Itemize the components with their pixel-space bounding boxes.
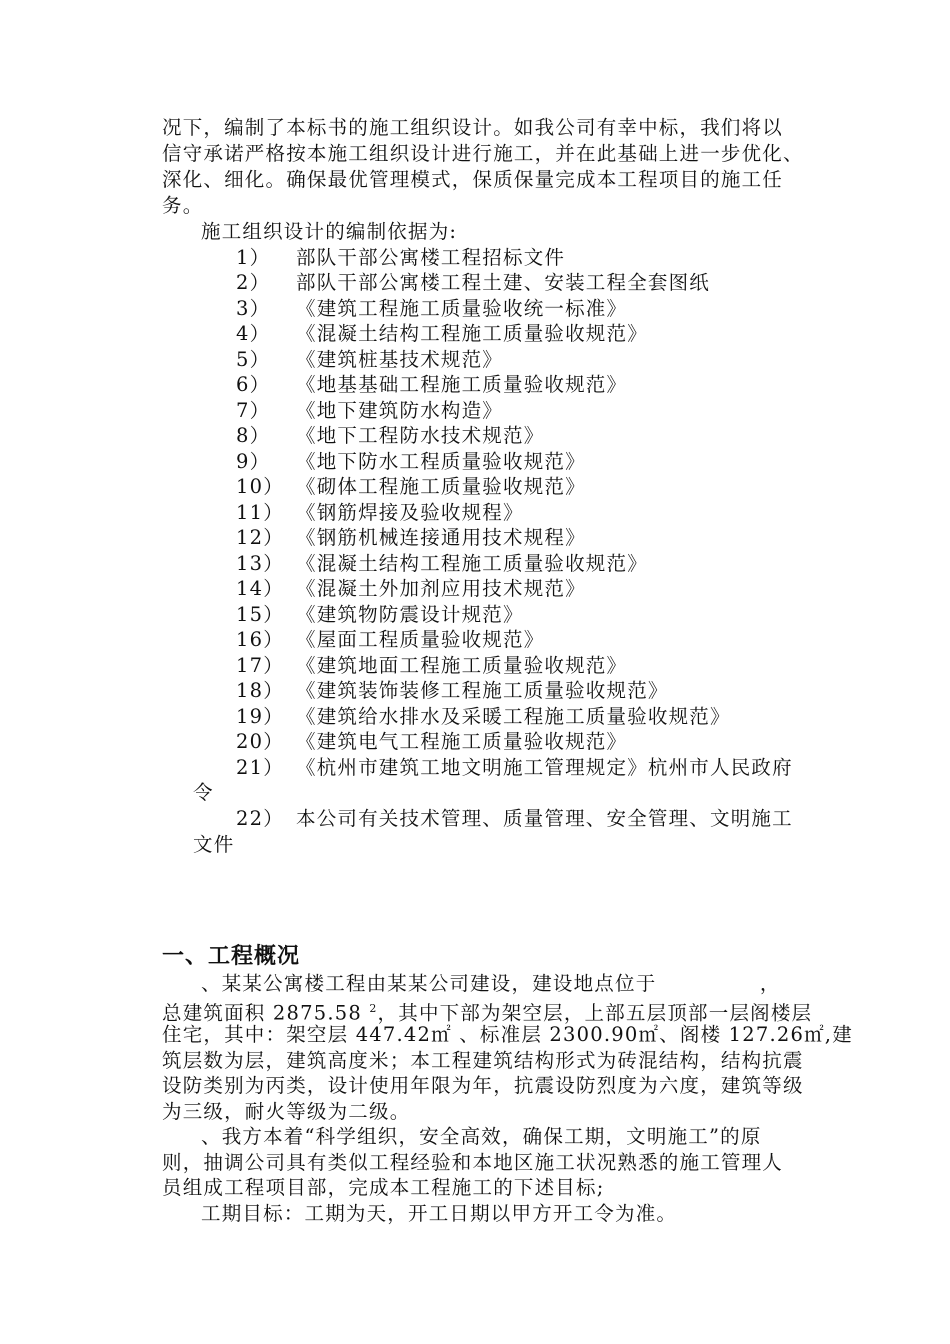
list-item-number: 16） (236, 628, 284, 651)
list-item-number: 11） (236, 501, 284, 524)
list-item: 《钢筋焊接及验收规程》 (296, 501, 524, 524)
list-item-number: 2） (236, 271, 271, 294)
list-item: 部队干部公寓楼工程土建、安装工程全套图纸 (296, 271, 711, 294)
list-item-number: 17） (236, 654, 284, 677)
list-item: 《钢筋机械连接通用技术规程》 (296, 526, 586, 549)
list-item-number: 8） (236, 424, 271, 447)
basis-title: 施工组织设计的编制依据为: (201, 220, 458, 243)
list-item-number: 4） (236, 322, 271, 345)
intro-line-1: 况下，编制了本标书的施工组织设计。如我公司有幸中标，我们将以 (162, 116, 784, 139)
list-item: 本公司有关技术管理、质量管理、安全管理、文明施工 (296, 807, 793, 830)
list-item: 《地下防水工程质量验收规范》 (296, 450, 586, 473)
list-item: 《屋面工程质量验收规范》 (296, 628, 545, 651)
list-item: 《建筑电气工程施工质量验收规范》 (296, 730, 628, 753)
list-item-number: 1） (236, 246, 271, 269)
list-item-number: 10） (236, 475, 284, 498)
intro-line-2: 信守承诺严格按本施工组织设计进行施工，并在此基础上进一步优化、 (162, 142, 804, 165)
total-area-text: 总建筑面积 2875.58 (162, 1001, 370, 1025)
list-item: 《混凝土外加剂应用技术规范》 (296, 577, 586, 600)
list-item-number: 19） (236, 705, 284, 728)
list-item-number: 6） (236, 373, 271, 396)
list-item: 《建筑桩基技术规范》 (296, 348, 504, 371)
list-item: 《建筑给水排水及采暖工程施工质量验收规范》 (296, 705, 731, 728)
list-item: 《建筑工程施工质量验收统一标准》 (296, 297, 628, 320)
list-item-number: 13） (236, 552, 284, 575)
list-item: 《混凝土结构工程施工质量验收规范》 (296, 322, 648, 345)
list-item: 《杭州市建筑工地文明施工管理规定》杭州市人民政府 (296, 756, 793, 779)
list-item-number: 21） (236, 756, 284, 779)
list-item: 《混凝土结构工程施工质量验收规范》 (296, 552, 648, 575)
area-unit-superscript: 2 (369, 1002, 378, 1015)
list-item: 《建筑装饰装修工程施工质量验收规范》 (296, 679, 669, 702)
list-item-number: 3） (236, 297, 271, 320)
schedule-target: 工期目标：工期为天，开工日期以甲方开工令为准。 (201, 1202, 678, 1225)
overview-p1-line-4: 筑层数为层，建筑高度米；本工程建筑结构形式为砖混结构，结构抗震 (162, 1049, 804, 1072)
list-item: 《地基基础工程施工质量验收规范》 (296, 373, 628, 396)
list-item-number: 7） (236, 399, 271, 422)
list-item: 《砌体工程施工质量验收规范》 (296, 475, 586, 498)
list-item-number: 18） (236, 679, 284, 702)
overview-p2-line-1: 、我方本着“科学组织，安全高效，确保工期，文明施工”的原 (201, 1125, 762, 1148)
list-item-number: 22） (236, 807, 284, 830)
list-item-number: 20） (236, 730, 284, 753)
list-item-continuation: 令 (193, 781, 214, 804)
overview-p1-line-2-rest: ，其中下部为架空层，上部五层顶部一层阁楼层 (377, 1001, 813, 1025)
list-item-number: 14） (236, 577, 284, 600)
list-item-number: 12） (236, 526, 284, 549)
list-item: 《建筑地面工程施工质量验收规范》 (296, 654, 628, 677)
intro-line-4: 务。 (162, 194, 204, 217)
list-item-number: 15） (236, 603, 284, 626)
list-item-number: 9） (236, 450, 271, 473)
overview-p1-line-5: 设防类别为丙类，设计使用年限为年，抗震设防烈度为六度，建筑等级 (162, 1074, 804, 1097)
list-item: 《建筑物防震设计规范》 (296, 603, 524, 626)
list-item-number: 5） (236, 348, 271, 371)
list-item: 《地下工程防水技术规范》 (296, 424, 545, 447)
list-item: 《地下建筑防水构造》 (296, 399, 504, 422)
overview-p1-line-3: 住宅，其中：架空层 447.42㎡ 、标准层 2300.90㎡、阁楼 127.26㎡,建 (162, 1023, 853, 1046)
list-item: 部队干部公寓楼工程招标文件 (296, 246, 566, 269)
overview-p2-line-3: 员组成工程项目部，完成本工程施工的下述目标; (162, 1176, 605, 1199)
intro-line-3: 深化、细化。确保最优管理模式，保质保量完成本工程项目的施工任 (162, 168, 784, 191)
list-item-continuation: 文件 (193, 833, 235, 856)
overview-p1-line-6: 为三级，耐火等级为二级。 (162, 1100, 411, 1123)
section-heading: 一、工程概况 (162, 944, 301, 969)
overview-p1-line-2 (162, 996, 813, 1025)
overview-p1-line-1: 、某某公寓楼工程由某某公司建设，建设地点位于 ， (201, 972, 781, 995)
overview-p2-line-2: 则，抽调公司具有类似工程经验和本地区施工状况熟悉的施工管理人 (162, 1151, 784, 1174)
